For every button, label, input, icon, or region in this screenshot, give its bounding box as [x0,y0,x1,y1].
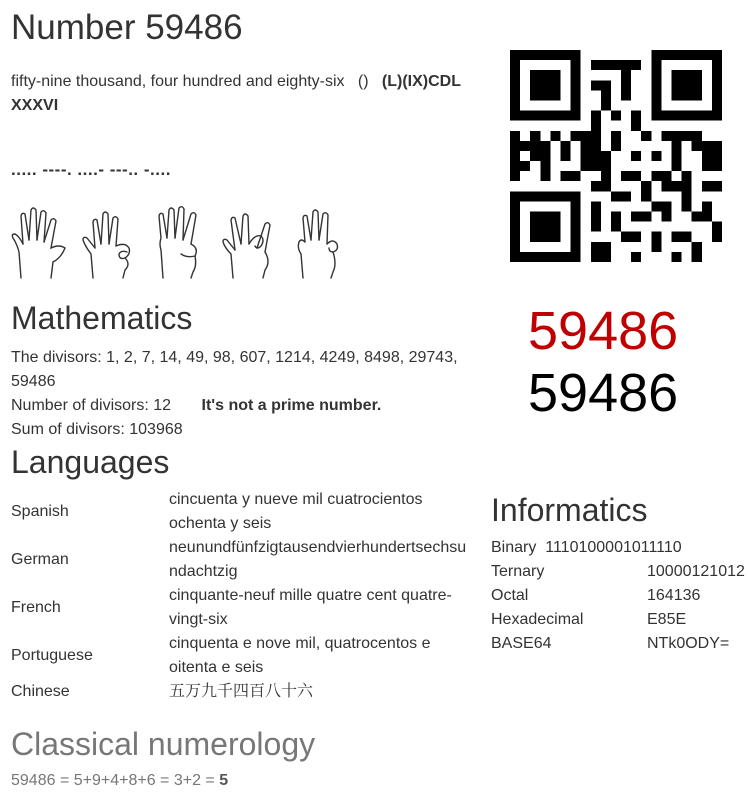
language-value [169,584,469,632]
prime-status: It's not a prime number. [201,397,382,414]
info-key: BASE64 [491,635,552,652]
language-name: German [11,551,69,568]
hand-six-icon [291,204,347,280]
info-value: E85E [647,611,687,628]
value-line: ndachtzig [169,563,238,580]
divisor-count: Number of divisors: 12 [11,397,172,414]
informatics-heading: Informatics [491,492,648,528]
numerology-sum: 59486 = 5+9+4+8+6 = 3+2 = [11,772,215,789]
language-name: Spanish [11,503,69,520]
language-row [11,584,469,632]
info-value: 164136 [647,587,701,604]
language-value [169,536,469,584]
divisors-list: The divisors: 1, 2, 7, 14, 49, 98, 607, 1214, 4249, 8498, 29743, 59486 [11,349,458,390]
binary-label: Binary [491,539,537,556]
language-value [169,632,469,680]
language-name: French [11,599,61,616]
value-line: ochenta y seis [169,515,272,532]
info-key: Ternary [491,563,545,580]
mathematics-section [11,346,481,442]
value-line: vingt-six [169,611,228,628]
info-row [491,632,745,656]
roman-numeral-line1: (L)(IX)CDL [381,73,461,90]
info-key: Hexadecimal [491,611,584,628]
binary-value: 1110100001011110 [545,539,682,556]
language-name: Chinese [11,683,70,700]
number-display-red: 59486 [528,301,679,361]
language-row [11,536,469,584]
hand-eight-icon [221,204,277,280]
informatics-table [491,536,745,656]
languages-table [11,488,469,704]
words-text: fifty-nine thousand, four hundred and eighty-six [11,73,345,90]
page-title: Number 59486 [11,8,243,47]
info-row [491,560,745,584]
parens-text: () [357,73,369,90]
hand-four-icon [151,204,207,280]
binary-cell [491,536,745,560]
info-row [491,608,745,632]
value-line: oitenta e seis [169,659,264,676]
qr-code-icon [510,50,722,262]
roman-numeral-line2: XXXVI [11,97,59,114]
value-line: cinquante-neuf mille quatre cent quatre- [169,587,452,604]
value-line: cincuenta y nueve mil cuatrocientos [169,491,423,508]
info-key: Octal [491,587,529,604]
language-row [11,680,469,704]
number-words [11,70,481,118]
mathematics-heading: Mathematics [11,300,193,336]
language-name: Portuguese [11,647,93,664]
value-line: cinquenta e nove mil, quatrocentos e [169,635,431,652]
language-row [11,488,469,536]
language-row [11,632,469,680]
divisor-count-row [11,394,481,418]
morse-code: ..... ----. ....- ---.. -.... [11,160,171,179]
number-display-black: 59486 [528,363,679,423]
info-value: 10000121012 [647,563,745,580]
divisor-sum: Sum of divisors: 103968 [11,421,183,438]
language-value [169,488,469,536]
hand-five-icon [11,204,67,280]
language-value: 五万九千四百八十六 [169,683,314,700]
sign-language-hands [11,204,347,280]
hand-nine-icon [81,204,137,280]
value-line: neunundfünfzigtausendvierhundertsechsu [169,539,467,556]
numerology-heading: Classical numerology [11,726,316,762]
info-row-binary [491,536,745,560]
info-row [491,584,745,608]
numerology-result: 5 [219,772,229,789]
numerology-equation [11,772,228,790]
languages-heading: Languages [11,444,170,480]
info-value: NTk0ODY= [647,635,730,652]
